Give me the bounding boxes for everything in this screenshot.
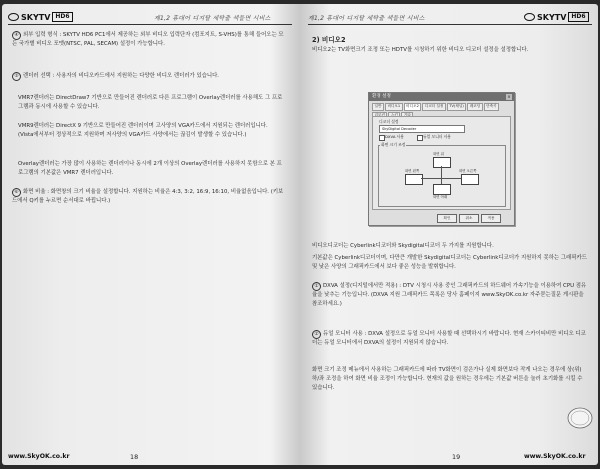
header-note: 제1,2 휴대어 디지탈 세탁출 색들면 시비스 [308, 15, 425, 22]
book-spread [2, 4, 598, 465]
tab-skin: 스킨 [388, 112, 400, 120]
resize-group-label: 화면 크기 조정 [381, 142, 406, 147]
dialog-panel [372, 116, 511, 210]
paragraph-screen-resize: 화면 크기 조정 메뉴에서 사용하는 그래픽카드에 따라 TV화면이 검은가나 실제 화면보다 작게 나오는 경우에 상(위)하/좌 조정을 하여 화면 비율 조정이 가능합니다. 현재의 값을 원하는 경우에는 기본값 버튼을 눌러 초기화를 시킬 수 있습니다. [312, 367, 583, 392]
tab-decoder: 디코더 설정 [422, 103, 446, 111]
diagram-top-label: 화면 위 [433, 152, 444, 156]
footer-url-left: www.SkyOK.co.kr [8, 453, 70, 460]
page-number-left: 18 [130, 453, 139, 461]
tab-remote: 리모컨 [372, 112, 387, 120]
close-icon: × [507, 94, 511, 99]
skytv-logo: SKYTV HD6 [8, 12, 73, 22]
paragraph-external-input: ④ 외부 입력 형식 : SKYTV HD6 PC1에서 제공하는 외부 비디오 입력단자 (컴포지트, S-VHS)를 통해 들어오는 모든 국가별 비디오 포맷(NTSC, PAL, SECAM) 설정이 가능합니다. [12, 32, 284, 48]
tab-video2: 비디오2 [404, 103, 422, 111]
ok-button: 확인 [437, 214, 457, 223]
tab-video1: 비디오1 [385, 103, 403, 111]
left-page [2, 4, 298, 465]
stamp-icon [566, 404, 594, 432]
paragraph-decoder-types: 비디오디코더는 Cyberlink디코더와 Skydigital디코더 두 가지를 지원합니다. [312, 243, 494, 249]
header-rule [8, 24, 292, 25]
decoder-select: SkyDigital Decoder [379, 125, 465, 133]
cancel-button: 취소 [459, 214, 479, 223]
resize-diagram [401, 151, 481, 203]
paragraph-renderer: ⑤ 렌더러 선택 : 사용자의 비디오카드에서 지원하는 다양한 비디오 렌더러가 있습니다. [12, 72, 284, 81]
page-number-right: 19 [452, 453, 461, 461]
eye-icon [524, 13, 535, 21]
dialog-title: 환경 설정 [369, 93, 514, 101]
paragraph-vmr9: VMR9렌더러는 DirectX 9 기반으로 만들어진 렌더러이며 고사양의 VGA카드에서 지원되는 렌더러입니다. (Vista에서부터 정상적으로 지원하며 저사양의 VGA카드 사양에서는 끊김이 발생할 수 있습니다.) [18, 123, 268, 139]
diagram-line [441, 173, 442, 184]
decoder-label: 디코더 설정 [379, 119, 399, 124]
resize-group [378, 145, 506, 207]
paragraph-aspect-ratio: ⑥ 화면 비율 : 화면창의 크기 비율을 설정합니다. 지원하는 비율은 4:3, 3:2, 16:9, 16:10, 비율없음입니다. (키보드에서 Q키를 누르면 순서대로 바뀝니다.) [12, 189, 284, 205]
right-page [302, 4, 598, 465]
settings-dialog-screenshot [368, 92, 515, 226]
paragraph-default-decoder: 기본값은 Cyberlink디코더이며, 다만큰 개발한 Skydigital디코더는 Cyberlink디코더가 지원하지 못하는 그래픽카드 및 낮은 사양의 그래픽카드에서 보다 좋은 성능을 발휘합니다. [312, 255, 587, 271]
diagram-bottom-label: 화면 아래 [433, 195, 448, 199]
diagram-line [441, 166, 442, 173]
section-title: 2) 비디오2 [312, 36, 346, 44]
header-rule [308, 24, 592, 25]
tab-shortcut: 단축키 [484, 103, 499, 111]
dual-monitor-label: 듀얼 모니터 사용 [423, 134, 452, 139]
diagram-left-label: 화면 왼쪽 [405, 169, 420, 173]
tab-other: 기타 [401, 112, 413, 120]
diagram-right-box [461, 174, 479, 185]
header-note: 제1,2 휴대어 디지탈 세탁출 색들면 시비스 [154, 15, 271, 22]
history-stamp [566, 404, 594, 432]
paragraph-overlay: Overlay렌더러는 가장 많이 사용하는 렌더러이나 동시에 2개 이상의 Overlay렌더러를 사용하지 못함으로 본 프로그램의 기본값은 VMR7 렌더러입니다. [18, 161, 282, 177]
diagram-left-box [405, 174, 423, 185]
paragraph-dxva: ① DXVA 설정(디지털에서만 적용) : DTV 시청시 사용 중인 그래픽카드의 하드웨어 가속기능을 이용하여 CPU 점유율을 낮추는 기능입니다. (DXVA 지원 그래픽카드 목록은 당사 홈페이지 www.SkyOK.co.kr 자주묻는질문 게시판을 참조하세요.) [312, 283, 587, 308]
diagram-top-box [433, 157, 451, 168]
diagram-right-label: 화면 오른쪽 [459, 169, 477, 173]
tab-recording: 레코딩 [467, 103, 482, 111]
footer-url-right: www.SkyOK.co.kr [524, 453, 586, 460]
paragraph-intro: 비디오2는 TV화면크기 조정 또는 HDTV를 시청하기 위한 비디오 디코더 설정을 설정합니다. [312, 47, 529, 53]
skytv-logo: SKYTV HD6 [524, 12, 589, 22]
tab-general: 일반 [372, 103, 384, 111]
paragraph-vmr7: VMR7렌더러는 DirectDraw7 기반으로 만들어진 렌더러로 다른 프로그램이 Overlay렌더러를 사용해도 그 프로그램과 동시에 사용할 수 있습니다. [18, 95, 283, 111]
tab-tv-channel: TV(채널) [447, 103, 466, 111]
paragraph-dual-monitor: ② 듀얼 모니터 사용 : DXVA 설정으로 듀얼 모니터 사용할 때 선택하시기 바랍니다. 현재 스카이티비만 비디오 디코더는 듀얼 모니터에서 DXVA의 설정이 지원되지 않습니다. [312, 331, 586, 347]
eye-icon [8, 13, 19, 21]
apply-button: 적용 [481, 214, 501, 223]
dxva-label: DXVA 사용 [385, 134, 405, 139]
